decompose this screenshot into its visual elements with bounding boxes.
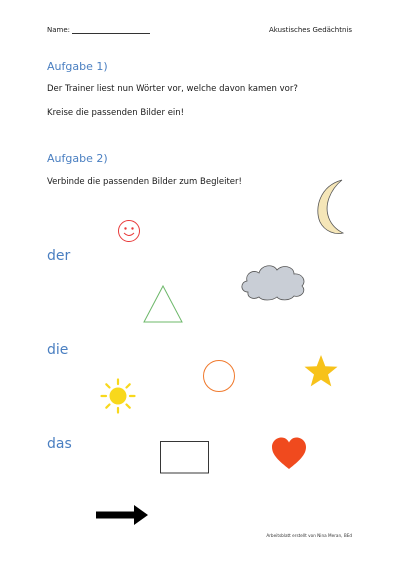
footer-credit: Arbeitsblatt erstellt von Nina Meran, BEd [266, 533, 352, 538]
article-der[interactable]: der [47, 248, 71, 264]
task2-title: Aufgabe 2) [47, 152, 108, 165]
article-das[interactable]: das [47, 436, 72, 452]
name-label: Name: [47, 26, 71, 34]
worksheet-topic: Akustisches Gedächtnis [268, 26, 352, 34]
arrow-right-icon[interactable] [96, 504, 150, 526]
heart-icon[interactable] [271, 437, 307, 470]
name-blank-line[interactable] [72, 26, 150, 34]
triangle-icon[interactable] [142, 284, 184, 324]
rectangle-icon[interactable] [160, 441, 210, 474]
circle-icon[interactable] [201, 358, 237, 394]
smiley-icon[interactable] [117, 219, 141, 243]
task1-title: Aufgabe 1) [47, 60, 108, 73]
star-icon[interactable] [303, 354, 339, 388]
article-die[interactable]: die [47, 342, 69, 358]
task1-instruction-1: Der Trainer liest nun Wörter vor, welche davon kamen vor? [47, 84, 298, 94]
cloud-icon[interactable] [238, 260, 308, 302]
task1-instruction-2: Kreise die passenden Bilder ein! [47, 108, 185, 118]
name-field [47, 26, 150, 34]
task2-instruction: Verbinde die passenden Bilder zum Begleiter! [47, 177, 242, 187]
sun-icon[interactable] [100, 378, 136, 414]
moon-icon[interactable] [312, 178, 346, 236]
